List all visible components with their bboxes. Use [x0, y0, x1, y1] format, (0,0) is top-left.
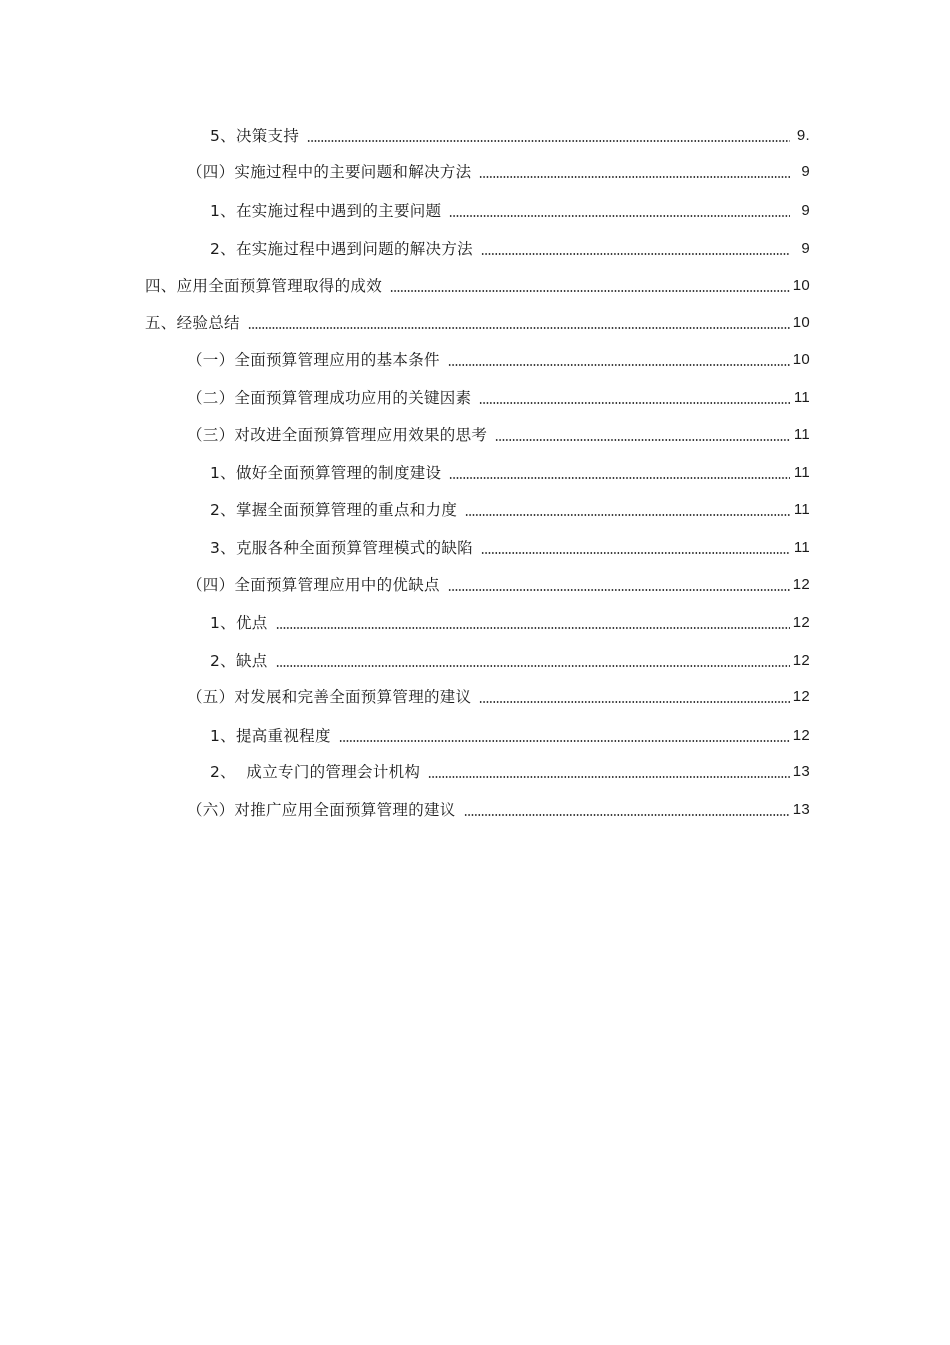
toc-dot-leader: [479, 386, 790, 410]
toc-entry[interactable]: [187, 685, 810, 709]
toc-entry-title: 2、掌握全面预算管理的重点和力度: [210, 501, 458, 519]
toc-entry[interactable]: [210, 498, 810, 522]
toc-dot-leader: [248, 311, 790, 335]
toc-page-number: 11: [793, 501, 810, 518]
toc-entry-title: 四、应用全面预算管理取得的成效: [145, 277, 383, 295]
toc-entry[interactable]: [210, 124, 810, 148]
toc-dot-leader: [495, 423, 790, 447]
toc-entry-title: （一）全面预算管理应用的基本条件: [187, 351, 440, 369]
toc-dot-leader: [390, 274, 790, 298]
toc-entry-title: 1、提高重视程度: [210, 727, 331, 745]
toc-page-number: 11: [793, 539, 810, 556]
toc-page-number: 10: [792, 351, 810, 368]
toc-entry-title: 2、缺点: [210, 652, 268, 670]
toc-page-number: 13: [792, 801, 810, 818]
toc-dot-leader: [465, 498, 790, 522]
toc-dot-leader: [339, 724, 790, 748]
toc-entry[interactable]: [210, 724, 810, 748]
toc-entry-title: 3、克服各种全面预算管理模式的缺陷: [210, 539, 473, 557]
toc-entry[interactable]: [187, 573, 810, 597]
toc-entry-title: 1、在实施过程中遇到的主要问题: [210, 202, 442, 220]
toc-entry[interactable]: [210, 611, 810, 635]
toc-page-number: 9: [801, 163, 810, 180]
toc-dot-leader: [481, 536, 790, 560]
toc-entry[interactable]: [187, 423, 810, 447]
toc-page-number: 9: [801, 240, 810, 257]
toc-page-number: 12: [792, 576, 810, 593]
toc-dot-leader: [449, 199, 790, 223]
toc-dot-leader: [464, 798, 790, 822]
toc-entry-title: （四）全面预算管理应用中的优缺点: [187, 576, 440, 594]
toc-entry-title: 2、在实施过程中遇到问题的解决方法: [210, 240, 473, 258]
toc-entry-title: 五、经验总结: [145, 314, 240, 332]
toc-page-number: 10: [792, 314, 810, 331]
toc-dot-leader: [481, 237, 790, 261]
toc-page-number: 12: [792, 652, 810, 669]
toc-page-number: 12: [792, 727, 810, 744]
toc-page-number: 11: [793, 389, 810, 406]
toc-entry[interactable]: [187, 798, 810, 822]
toc-entry[interactable]: [210, 760, 810, 784]
toc-entry-title: 1、做好全面预算管理的制度建设: [210, 464, 442, 482]
toc-entry-title: （五）对发展和完善全面预算管理的建议: [187, 688, 472, 706]
toc-entry[interactable]: [210, 536, 810, 560]
toc-entry-title: （二）全面预算管理成功应用的关键因素: [187, 389, 472, 407]
toc-entry-title: （四）实施过程中的主要问题和解决方法: [187, 163, 472, 181]
toc-dot-leader: [479, 160, 790, 184]
toc-entry-title: 2、 成立专门的管理会计机构: [210, 763, 421, 781]
toc-dot-leader: [448, 348, 790, 372]
toc-entry[interactable]: [187, 348, 810, 372]
toc-page-number: 9: [801, 202, 810, 219]
toc-dot-leader: [276, 649, 790, 673]
toc-page-number: 12: [792, 688, 810, 705]
toc-page-number: 11: [793, 464, 810, 481]
toc-entry[interactable]: [210, 461, 810, 485]
toc-dot-leader: [276, 611, 790, 635]
toc-dot-leader: [428, 760, 790, 784]
toc-page-number: 11: [793, 426, 810, 443]
toc-entry-title: 1、优点: [210, 614, 268, 632]
toc-dot-leader: [449, 461, 790, 485]
toc-entry-title: （六）对推广应用全面预算管理的建议: [187, 801, 456, 819]
toc-page-number: 9.: [796, 127, 810, 144]
toc-entry[interactable]: [210, 237, 810, 261]
toc-dot-leader: [307, 124, 790, 148]
toc-entry[interactable]: [187, 386, 810, 410]
toc-page-number: 13: [792, 763, 810, 780]
toc-entry-title: （三）对改进全面预算管理应用效果的思考: [187, 426, 488, 444]
toc-page-number: 12: [792, 614, 810, 631]
toc-page-number: 10: [792, 277, 810, 294]
toc-entry[interactable]: [145, 311, 810, 335]
toc-entry-title: 5、决策支持: [210, 127, 300, 145]
toc-entry[interactable]: [210, 649, 810, 673]
toc-entry[interactable]: [145, 274, 810, 298]
toc-entry[interactable]: [187, 160, 810, 184]
toc-dot-leader: [448, 573, 790, 597]
toc-dot-leader: [479, 685, 790, 709]
toc-entry[interactable]: [210, 199, 810, 223]
